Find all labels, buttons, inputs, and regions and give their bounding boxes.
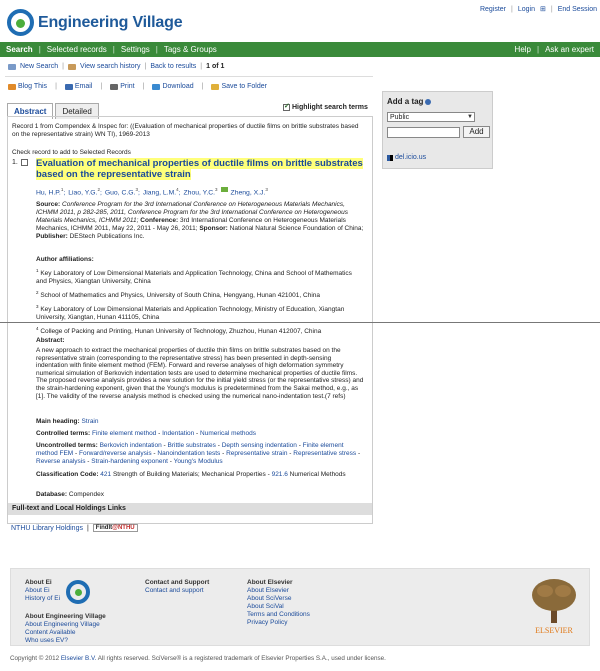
class-code-link[interactable]: 421 [100, 471, 112, 478]
elsevier-link[interactable]: Elsevier B.V. [60, 655, 97, 662]
record-title-text: Evaluation of mechanical properties of ductile films on brittle substrates based on the representative strain [36, 158, 363, 180]
delicious-link[interactable]: del.icio.us [387, 154, 426, 161]
record-panel [7, 116, 373, 524]
view-history-link[interactable]: View search history [79, 63, 141, 70]
highlight-label: Highlight search terms [292, 104, 368, 111]
term-link[interactable]: Finite element method FEM [36, 442, 344, 457]
publisher-text: DEStech Publications Inc. [69, 233, 145, 240]
term-link[interactable]: Representative strain [226, 450, 288, 457]
term-link[interactable]: Nanoindentation tests [157, 450, 221, 457]
findit-button[interactable]: FindIt@NTHU [93, 524, 138, 532]
database-value: Compendex [68, 491, 104, 498]
help-icon[interactable] [425, 99, 431, 105]
term-link[interactable]: Brittle substrates [167, 442, 216, 449]
divider: | [100, 83, 103, 90]
nav-search[interactable]: Search [6, 45, 33, 54]
save-folder-label: Save to Folder [221, 83, 267, 90]
main-heading-block: Main heading: Strain [36, 418, 99, 425]
screen-divider [0, 322, 600, 323]
new-search-link[interactable]: New Search [20, 63, 59, 70]
footer-elsevier: About Elsevier About Elsevier About SciVerse About SciVal Terms and Conditions Privacy Policy [247, 579, 310, 626]
add-tag-header [383, 92, 492, 108]
footer-link[interactable]: About SciVerse [247, 595, 292, 602]
header [0, 0, 600, 42]
footer-about-ei: About Ei About Ei History of Ei [25, 579, 61, 602]
term-link[interactable]: Representative stress [293, 450, 357, 457]
holdings-links [11, 524, 138, 532]
affiliation: $^2$ School of Mathematics and Physics, University of South China, Hengyang, Hunan 421001, China [36, 290, 320, 300]
record-toolbar [8, 83, 267, 90]
term-link[interactable]: Forward/reverse analysis [79, 450, 152, 457]
term-link[interactable]: Reverse analysis [36, 458, 86, 465]
controlled-terms-block: Controlled terms: Finite element method - Indentation - Numerical methods [36, 430, 257, 437]
back-to-results-link[interactable]: Back to results [150, 63, 197, 70]
add-tag-button[interactable]: Add [463, 126, 490, 138]
login-menu-icon[interactable]: ⊞ [539, 6, 546, 13]
author-link[interactable]: Jiang, L.M.$^4$; [142, 187, 181, 197]
conference-text: 3rd International Conference on Heterogeneous Materials Mechanics, ICHMM 2011, May 22, 2011 - May 26, 2011; [36, 217, 346, 232]
top-links [480, 5, 597, 13]
email-label: Email [74, 83, 93, 90]
footer-link[interactable]: Contact and support [145, 587, 204, 594]
print-button[interactable] [110, 83, 134, 90]
source-block: Source: Conference Program for the 3rd International Conference on Heterogeneous Materials Mechanics, ICHMM 2011, p 282-285, 2011, Conference Program for the 3rd International Conference on Heterogeneous Materials Mechanics, ICHMM 2011; Conference: 3rd International Conference on Heterogeneous Materials Mechanics, ICHMM 2011, May 22, 2011 - May 26, 2011; Sponsor: National Natural Science Foundation of China; Publisher: DEStech Publications Inc. [36, 201, 364, 240]
abstract-text: A new approach to extract the mechanical properties of ductile thin films on brittle substrates based on the representative strain (corresponding to the representative stress) has been presented in depth-sensing indentation with finite element method (FEM). Forward and reverse analyses of high deformation symmetry numerical simulation of Berkovich indentation tests are used to determine mechanical properties of ductile films. The proposed reverse analysis provides a new solution for the initial yield stress (or the representative stress) and the strain-hardening exponent, given that the Young's modulus is predetermined from the Sakai method, e.g., as [1]. The validity of the reverse analysis method is checked using the numerical nano-indentation test.(7 refs) [36, 347, 364, 400]
author-link[interactable]: Guo, C.G.$^3$; [104, 187, 140, 197]
divider: | [511, 5, 513, 13]
footer-link[interactable]: Who uses EV? [25, 637, 68, 644]
source-text: Conference Program for the 3rd International Conference on Heterogeneous Materials Mechanics, ICHMM 2011, p 282-285, 2011, Conference Program for the 3rd International Conference on Heterogeneous Materials Mechanics, ICHMM 2011; [36, 201, 348, 224]
fulltext-header: Full-text and Local Holdings Links [8, 503, 372, 515]
download-label: Download [162, 83, 194, 90]
footer-about-ev: About Engineering Village About Engineering Village Content Available Who uses EV? [25, 613, 106, 644]
footer-link[interactable]: Terms and Conditions [247, 611, 310, 618]
main-heading-link[interactable]: Strain [81, 418, 99, 425]
ei-logo-icon [66, 580, 90, 604]
nav-help[interactable]: Help [514, 45, 531, 54]
classification-block: Classification Code: 421 Strength of Building Materials; Mechanical Properties - 921.6 Numerical Methods [36, 471, 346, 478]
tab-detailed[interactable]: Detailed [55, 103, 98, 119]
record-info: Record 1 from Compendex & Inspec for: ((Evaluation of mechanical properties of ductile films on brittle substrates based on the representative strain) WN TI), 1969-2013 [12, 123, 359, 138]
download-button[interactable] [152, 83, 193, 90]
pager: 1 of 1 [206, 63, 225, 70]
add-tag-panel [382, 91, 493, 169]
record-index: 1. [12, 159, 18, 166]
author-link[interactable]: Zhou, Y.C.$^3$ [183, 187, 218, 197]
divider: | [38, 45, 41, 54]
print-label: Print [120, 83, 135, 90]
term-link[interactable]: Depth sensing indentation [221, 442, 297, 449]
author-list [36, 187, 268, 196]
app-title: Engineering Village [38, 13, 183, 31]
class-code-link[interactable]: 921.6 [271, 471, 288, 478]
library-holdings-link[interactable]: NTHU Library Holdings [11, 524, 83, 532]
elsevier-logo[interactable] [525, 575, 583, 637]
record-number [12, 159, 28, 166]
new-search-icon [8, 64, 16, 70]
nav-ask-expert[interactable]: Ask an expert [545, 45, 594, 54]
nav-tags-groups[interactable]: Tags & Groups [163, 45, 217, 54]
author-link[interactable]: Hu, H.P.$^1$; [36, 187, 66, 197]
login-link[interactable]: Login [517, 5, 535, 13]
tag-input[interactable] [387, 127, 460, 138]
results-nav [8, 63, 224, 70]
save-folder-button[interactable] [211, 83, 267, 90]
affiliation: $^4$ College of Packing and Printing, Hunan University of Technology, Zhuzhou, Hunan 412007, China [36, 326, 322, 336]
term-link[interactable]: Indentation [162, 430, 195, 437]
svg-text:ELSEVIER: ELSEVIER [535, 626, 573, 635]
delicious-icon [387, 155, 393, 161]
add-tag-title: Add a tag [387, 97, 424, 106]
email-icon [65, 84, 73, 90]
history-icon [68, 64, 76, 70]
divider: | [201, 83, 204, 90]
tab-abstract[interactable]: Abstract [7, 103, 53, 119]
term-link[interactable]: Finite element method [91, 430, 157, 437]
author-link[interactable]: Liao, Y.G.$^2$; [68, 187, 102, 197]
record-title [36, 158, 366, 180]
uncontrolled-terms-block: Uncontrolled terms: Berkovich indentation - Brittle substrates - Depth sensing indentation - Finite element method FEM - Forward/reverse analysis - Nanoindentation tests - Representative strain - Representative stress - Reverse analysis - Strain-hardening exponent - Young's Modulus [36, 442, 361, 465]
divider: | [112, 45, 115, 54]
term-link[interactable]: Strain-hardening exponent [91, 458, 168, 465]
end-session-link[interactable]: End Session [557, 5, 597, 13]
footer [10, 568, 590, 646]
divider: | [142, 83, 145, 90]
nav-selected-records[interactable]: Selected records [46, 45, 107, 54]
divider: | [537, 45, 540, 54]
affiliations-block [36, 256, 364, 337]
abstract-label: Abstract: [36, 337, 65, 344]
divider: | [550, 5, 553, 13]
divider: | [55, 83, 57, 90]
footer-link[interactable]: About SciVal [247, 603, 284, 610]
folder-icon [211, 84, 219, 90]
footer-link[interactable]: About Engineering Village [25, 621, 100, 628]
download-icon [152, 84, 160, 90]
footer-link[interactable]: About Ei [25, 587, 50, 594]
footer-contact: Contact and Support Contact and support [145, 579, 210, 594]
copyright: Copyright © 2012 Elsevier B.V. All rights reserved. SciVerse® is a registered trademark of Elsevier Properties S.A., used under license. [10, 655, 386, 662]
select-record-checkbox[interactable] [21, 159, 28, 166]
blog-button[interactable] [8, 83, 47, 90]
term-link[interactable]: Berkovich indentation [99, 442, 162, 449]
email-author-icon[interactable] [221, 187, 228, 192]
blog-icon [8, 84, 16, 90]
term-link[interactable]: Young's Modulus [173, 458, 223, 465]
affiliation: $^3$ Key Laboratory of Low Dimensional Materials and Application Technology, Ministry of Education, Xiangtan University, Xiangtan, Hunan 411105, China [36, 304, 345, 322]
check-record-label: Check record to add to Selected Records [12, 149, 131, 156]
chevron-down-icon: ▼ [467, 114, 473, 120]
main-navbar [0, 42, 600, 57]
nav-settings[interactable]: Settings [120, 45, 150, 54]
affiliation: $^1$ Key Laboratory of Low Dimensional Materials and Application Technology, China and School of Mathematics and Physics, Xiangtan University, China [36, 268, 352, 286]
divider-line [5, 76, 373, 77]
register-link[interactable]: Register [479, 5, 507, 13]
divider: | [62, 63, 64, 70]
ei-logo-icon [7, 9, 34, 36]
tag-visibility-select[interactable]: Public ▼ [387, 112, 475, 122]
divider: | [155, 45, 158, 54]
divider: | [200, 63, 203, 70]
affiliations-label: Author affiliations: [36, 256, 94, 263]
footer-link[interactable]: Content Available [25, 629, 76, 636]
author-link[interactable]: Zheng, X.J.$^3$ [230, 187, 268, 197]
footer-link[interactable]: History of Ei [25, 595, 61, 602]
database-block: Database: Compendex [36, 491, 104, 498]
footer-link[interactable]: About Elsevier [247, 587, 289, 594]
divider: | [86, 524, 89, 532]
footer-link[interactable]: Privacy Policy [247, 619, 288, 626]
ev-logo[interactable] [7, 9, 182, 36]
sponsor-text: National Natural Science Foundation of China; [229, 225, 364, 232]
print-icon [110, 84, 118, 90]
highlight-checkbox[interactable] [283, 104, 290, 111]
abstract-block [36, 337, 364, 400]
term-link[interactable]: Numerical methods [200, 430, 257, 437]
divider: | [144, 63, 147, 70]
navbar-right [509, 45, 600, 54]
email-button[interactable] [65, 83, 93, 90]
blog-label: Blog This [18, 83, 48, 90]
highlight-toggle[interactable] [283, 104, 368, 111]
